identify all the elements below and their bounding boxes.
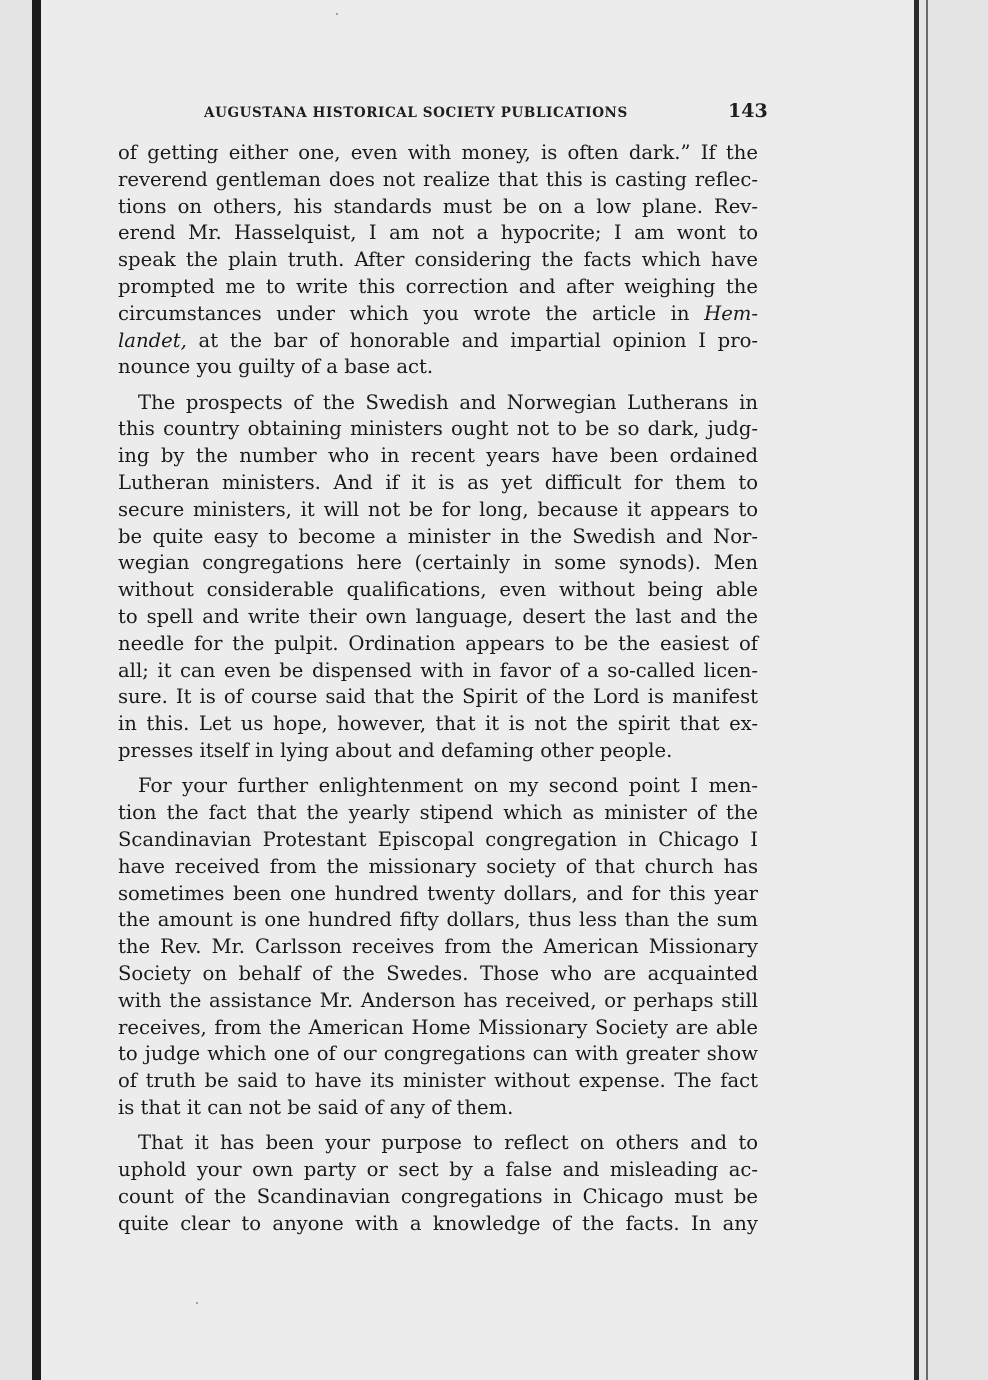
text-line: wegian congregations here (certainly in some synods). Men [118, 551, 758, 575]
page-binding-edge [32, 0, 41, 1380]
text-line: quite clear to anyone with a knowledge of the facts. In any [118, 1211, 758, 1235]
text-line: the Rev. Mr. Carlsson receives from the American Missionary [118, 935, 758, 959]
paragraph-2 [118, 390, 758, 765]
text-line: reverend gentleman does not realize that this is casting reflec- [118, 167, 758, 191]
text-line: sometimes been one hundred twenty dollars, and for this year [118, 881, 758, 905]
text-line: count of the Scandinavian congregations in Chicago must be [118, 1184, 758, 1208]
text-line: speak the plain truth. After considering the facts which have [118, 248, 758, 272]
text-line [118, 328, 758, 355]
running-title: AUGUSTANA HISTORICAL SOCIETY PUBLICATIONS [204, 105, 628, 121]
text-line: erend Mr. Hasselquist, I am not a hypocrite; I am wont to [118, 221, 758, 245]
text-line: all; it can even be dispensed with in favor of a so-called licen- [118, 658, 758, 682]
text-line: of getting either one, even with money, is often dark.” If the [118, 141, 758, 164]
paragraph-3 [118, 773, 758, 1121]
paper-speck [336, 13, 338, 15]
text-line: be quite easy to become a minister in the Swedish and Nor- [118, 524, 758, 548]
text-line: in this. Let us hope, however, that it is not the spirit that ex- [118, 712, 758, 736]
italic-word: Hem- [704, 301, 758, 325]
text-line: Lutheran ministers. And if it is as yet difficult for them to [118, 471, 758, 495]
text-line: the amount is one hundred fifty dollars, thus less than the sum [118, 908, 758, 932]
text-line: uphold your own party or sect by a false and misleading ac- [118, 1157, 758, 1181]
text-line: The prospects of the Swedish and Norwegian Lutherans in [138, 390, 758, 414]
text-line: with the assistance Mr. Anderson has received, or perhaps still [118, 988, 758, 1012]
page-right-edge-shadow [926, 0, 928, 1380]
text-line: secure ministers, it will not be for long, because it appears to [118, 497, 758, 521]
text-line: For your further enlightenment on my second point I men- [138, 774, 758, 798]
italic-word: landet, [118, 328, 187, 352]
page-number: 143 [728, 100, 768, 122]
text-line: receives, from the American Home Missionary Society are able [118, 1015, 758, 1039]
paper-speck [196, 1302, 198, 1304]
text-line: nounce you guilty of a base act. [118, 355, 434, 379]
paragraph-1 [118, 140, 758, 381]
text-line: Scandinavian Protestant Episcopal congregation in Chicago I [118, 827, 758, 851]
text-line: have received from the missionary society of that church has [118, 854, 758, 878]
text-line: of truth be said to have its minister without expense. The fact [118, 1069, 758, 1093]
text-line: That it has been your purpose to reflect on others and to [138, 1131, 758, 1155]
page-right-edge [914, 0, 919, 1380]
text-line-part: circumstances under which you wrote the article in [118, 301, 690, 325]
paragraph-4 [118, 1130, 758, 1237]
text-line: needle for the pulpit. Ordination appears to be the easiest of [118, 631, 758, 655]
text-line: without considerable qualifications, even without being able [118, 578, 758, 602]
text-line: tions on others, his standards must be on a low plane. Rev- [118, 194, 758, 218]
text-line: tion the fact that the yearly stipend which as minister of the [118, 801, 758, 825]
text-line: sure. It is of course said that the Spirit of the Lord is manifest [118, 685, 758, 709]
text-line: to spell and write their own language, desert the last and the [118, 605, 758, 629]
text-line: this country obtaining ministers ought not to be so dark, judg- [118, 417, 758, 441]
text-line: Society on behalf of the Swedes. Those who are acquainted [118, 961, 758, 985]
body-text [118, 140, 758, 1246]
text-line: to judge which one of our congregations can with greater show [118, 1042, 758, 1066]
text-line: prompted me to write this correction and after weighing the [118, 274, 758, 298]
text-line: is that it can not be said of any of them. [118, 1095, 514, 1119]
text-line: presses itself in lying about and defaming other people. [118, 739, 673, 763]
text-line-part: at the bar of honorable and impartial opinion I pro- [186, 328, 758, 352]
text-line [118, 301, 758, 328]
text-line: ing by the number who in recent years have been ordained [118, 444, 758, 468]
